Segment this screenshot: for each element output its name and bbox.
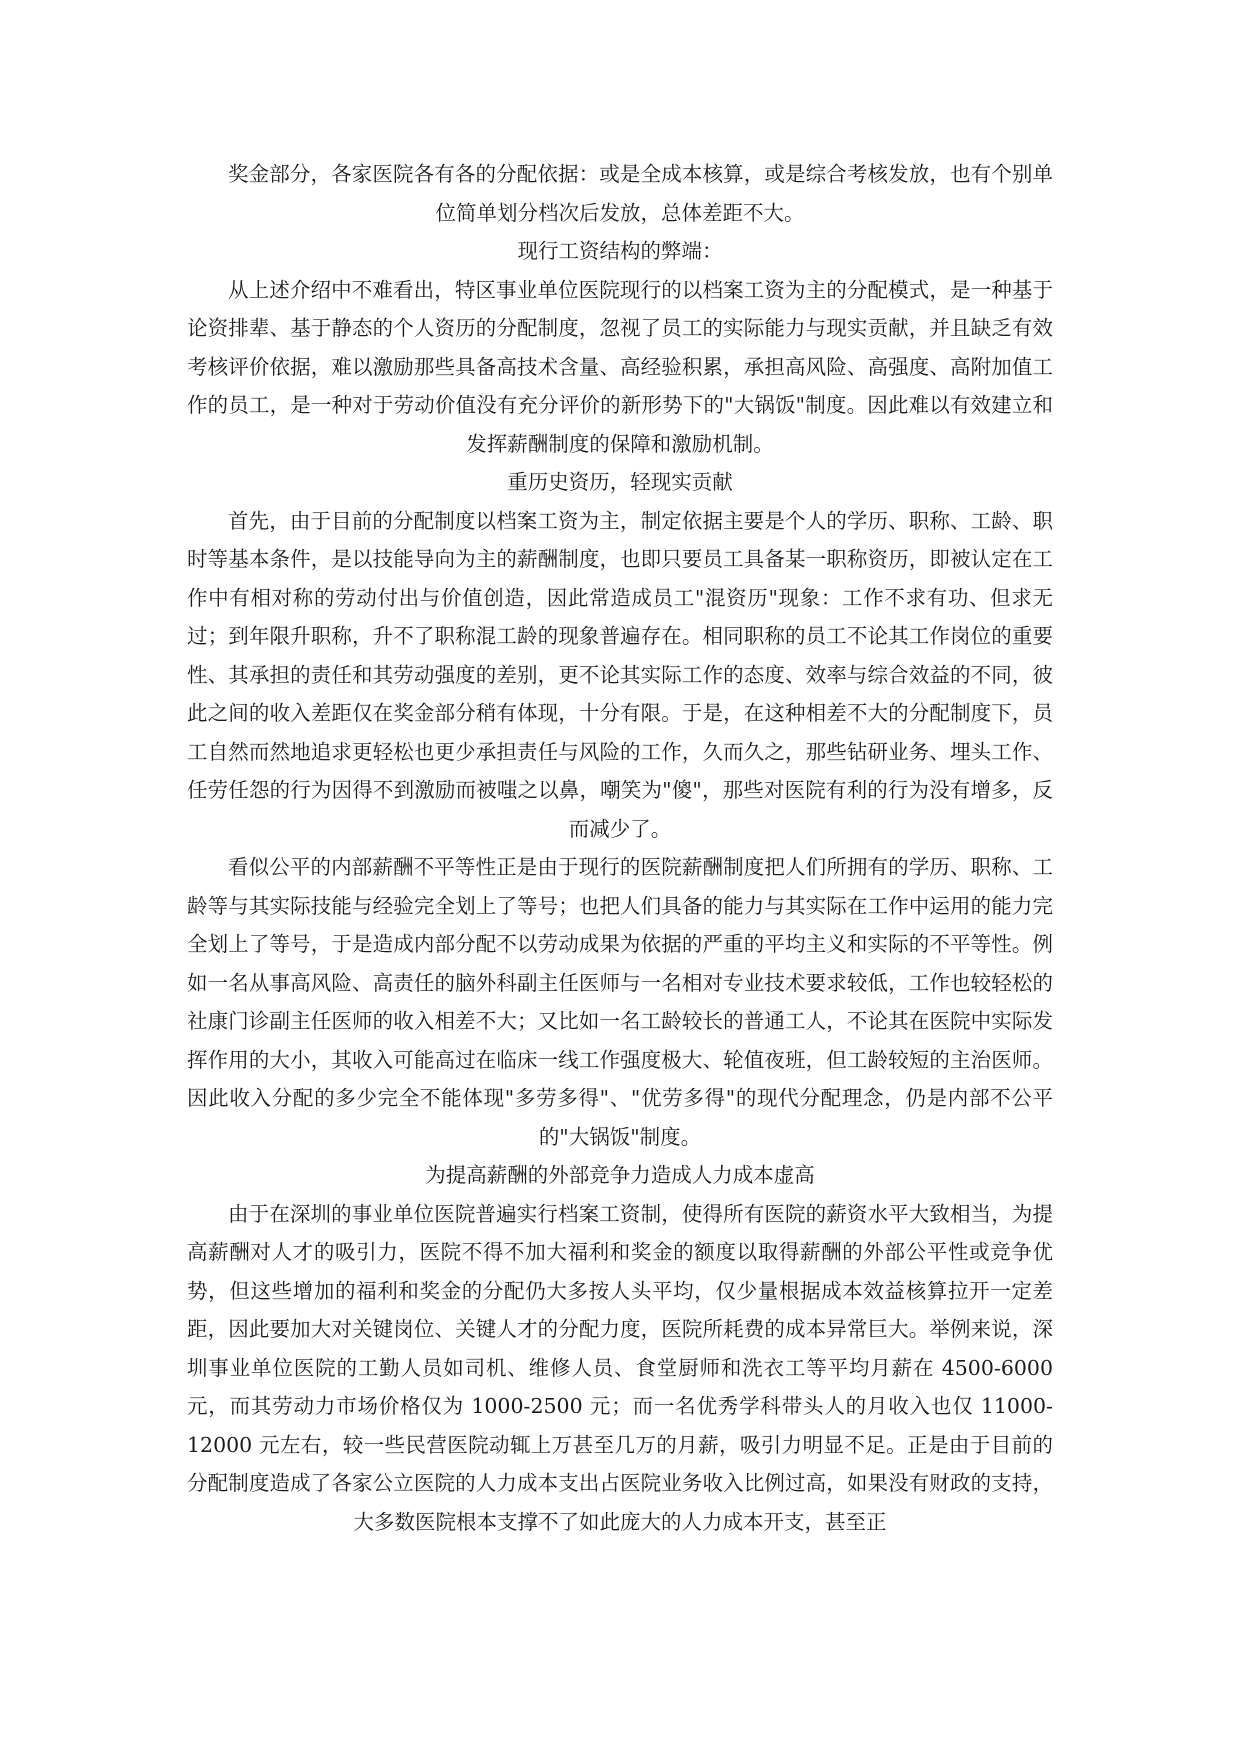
document-page: [187, 155, 1053, 1541]
heading-current-salary-drawbacks: 现行工资结构的弊端：: [517, 239, 723, 263]
paragraph-internal-inequality: 看似公平的内部薪酬不平等性正是由于现行的医院薪酬制度把人们所拥有的学历、职称、工龄等与其实际技能与经验完全划上了等号；也把人们具备的能力与其实际在工作中运用的能力完全划上了等号，于是造成内部分配不以劳动成果为依据的严重的平均主义和实际的不平等性。例如一名从事高风险、高责任的脑外科副主任医师与一名相对专业技术要求较低，工作也较轻松的社康门诊副主任医师的收入相差不大；又比如一名工龄较长的普通工人，不论其在医院中实际发挥作用的大小，其收入可能高过在临床一线工作强度极大、轮值夜班，但工龄较短的主治医师。因此收入分配的多少完全不能体现"多劳多得"、"优劳多得"的现代分配理念，仍是内部不公平的"大锅饭"制度。: [187, 855, 1053, 1149]
heading-external-competitiveness-cost: 为提高薪酬的外部竞争力造成人力成本虚高: [425, 1163, 815, 1187]
paragraph-bonus-distribution: 奖金部分，各家医院各有各的分配依据：或是全成本核算，或是综合考核发放，也有个别单位简单划分档次后发放，总体差距不大。: [228, 162, 1053, 225]
paragraph-seniority-based-pay: 首先，由于目前的分配制度以档案工资为主，制定依据主要是个人的学历、职称、工龄、职时等基本条件，是以技能导向为主的薪酬制度，也即只要员工具备某一职称资历，即被认定在工作中有相对称的劳动付出与价值创造，因此常造成员工"混资历"现象：工作不求有功、但求无过；到年限升职称，升不了职称混工龄的现象普遍存在。相同职称的员工不论其工作岗位的重要性、其承担的责任和其劳动强度的差别，更不论其实际工作的态度、效率与综合效益的不同，彼此之间的收入差距仅在奖金部分稍有体现，十分有限。于是，在这种相差不大的分配制度下，员工自然而然地追求更轻松也更少承担责任与风险的工作，久而久之，那些钻研业务、埋头工作、任劳任怨的行为因得不到激励而被嗤之以鼻，嘲笑为"傻"，那些对医院有利的行为没有增多，反而减少了。: [187, 508, 1053, 841]
heading-seniority-over-contribution: 重历史资历，轻现实贡献: [507, 470, 733, 494]
paragraph-current-model-analysis: 从上述介绍中不难看出，特区事业单位医院现行的以档案工资为主的分配模式，是一种基于论资排辈、基于静态的个人资历的分配制度，忽视了员工的实际能力与现实贡献，并且缺乏有效考核评价依据，难以激励那些具备高技术含量、高经验积累，承担高风险、高强度、高附加值工作的员工，是一种对于劳动价值没有充分评价的新形势下的"大锅饭"制度。因此难以有效建立和发挥薪酬制度的保障和激励机制。: [187, 277, 1053, 456]
paragraph-labor-cost-analysis: 由于在深圳的事业单位医院普遍实行档案工资制，使得所有医院的薪资水平大致相当，为提高薪酬对人才的吸引力，医院不得不加大福利和奖金的额度以取得薪酬的外部公平性或竞争优势，但这些增加的福利和奖金的分配仍大多按人头平均，仅少量根据成本效益核算拉开一定差距，因此要加大对关键岗位、关键人才的分配力度，医院所耗费的成本异常巨大。举例来说，深圳事业单位医院的工勤人员如司机、维修人员、食堂厨师和洗衣工等平均月薪在 4500-6000 元，而其劳动力市场价格仅为 1000-2500 元；而一名优秀学科带头人的月收入也仅 11000-12000 元左右，较一些民营医院动辄上万甚至几万的月薪，吸引力明显不足。正是由于目前的分配制度造成了各家公立医院的人力成本支出占医院业务收入比例过高，如果没有财政的支持，大多数医院根本支撑不了如此庞大的人力成本开支，甚至正: [187, 1201, 1053, 1534]
